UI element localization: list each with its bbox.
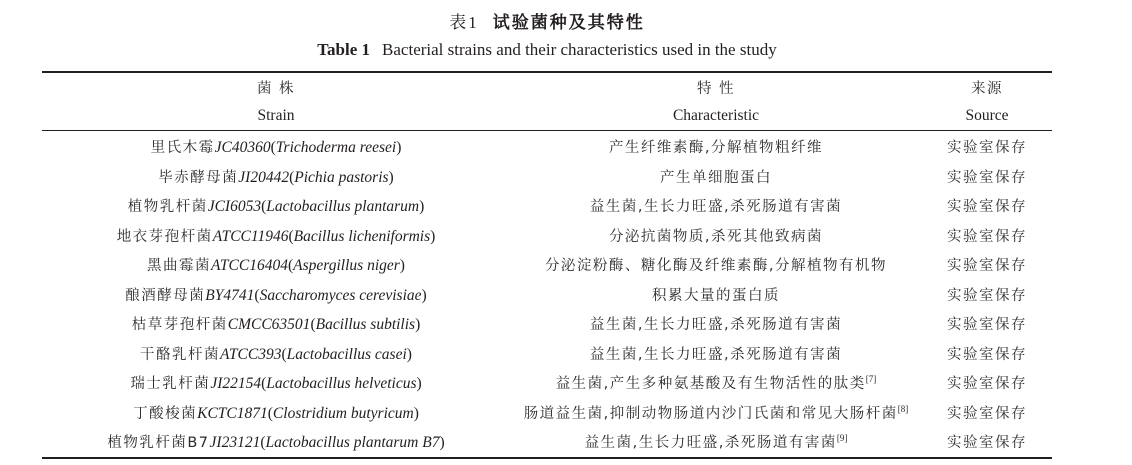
characteristic-cell (510, 431, 922, 452)
table-caption-en (0, 40, 1094, 60)
strain-cell (42, 225, 510, 246)
header-characteristic-en: Characteristic (672, 106, 760, 124)
table-row (42, 398, 1052, 428)
strain-latin-name: Lactobacillus casei (286, 345, 407, 363)
strain-latin-name: Bacillus subtilis (315, 316, 416, 334)
close-paren: ) (416, 375, 422, 393)
strain-cell (42, 254, 510, 275)
strain-name-cn: 里氏木霉 (150, 140, 215, 157)
characteristic-text: 益生菌,生长力旺盛,杀死肠道有害菌 (589, 317, 843, 334)
table-row (42, 339, 1052, 369)
open-paren: ( (260, 434, 266, 452)
reference-marker: [9] (836, 433, 848, 444)
open-paren: ( (287, 257, 294, 275)
source-cell: 实验室保存 (947, 140, 1027, 157)
table-caption-cn (0, 8, 1094, 33)
source-cell: 实验室保存 (947, 199, 1027, 216)
strain-name-cn: 毕赤酵母菌 (158, 169, 239, 186)
source-cell: 实验室保存 (947, 287, 1027, 304)
strain-code: JCI6053 (207, 198, 262, 216)
table-row (42, 132, 1052, 162)
table-body (42, 131, 1052, 457)
source-cell: 实验室保存 (947, 317, 1027, 334)
characteristic-cell (510, 343, 922, 364)
open-paren: ( (254, 286, 260, 304)
strain-latin-name: Clostridium butyricum (272, 404, 414, 422)
strain-cell (42, 195, 510, 216)
strain-name-cn: 植物乳杆菌B7 (107, 435, 210, 452)
open-paren: ( (281, 345, 287, 363)
strain-latin-name: Aspergillus niger (293, 257, 400, 275)
header-source-cn: 来源 (971, 80, 1003, 97)
table-row (42, 309, 1052, 339)
characteristic-cell (510, 166, 922, 187)
open-paren: ( (261, 375, 267, 393)
characteristic-text: 肠道益生菌,抑制动物肠道内沙门氏菌和常见大肠杆菌 (523, 405, 898, 422)
strain-code: JC40360 (214, 139, 271, 157)
close-paren: ) (388, 168, 394, 186)
strain-code: ATCC16404 (211, 257, 288, 275)
source-cell: 实验室保存 (947, 228, 1027, 245)
table-row (42, 280, 1052, 310)
source-cell: 实验室保存 (947, 405, 1027, 422)
open-paren: ( (289, 168, 295, 186)
open-paren: ( (288, 227, 294, 245)
close-paren: ) (419, 198, 425, 216)
strain-cell (42, 343, 510, 364)
strain-code: JI20442 (238, 168, 290, 186)
characteristic-cell (510, 402, 922, 423)
strain-name-cn: 丁酸梭菌 (133, 405, 198, 422)
strain-cell (42, 402, 510, 423)
reference-marker: [7] (865, 374, 877, 385)
table-row (42, 427, 1052, 457)
strain-cell (42, 313, 510, 334)
source-cell: 实验室保存 (947, 258, 1027, 275)
characteristic-text: 分泌淀粉酶、糖化酶及纤维素酶,分解植物有机物 (544, 258, 888, 275)
open-paren: ( (261, 198, 267, 216)
strain-table (42, 71, 1052, 459)
characteristic-text: 积累大量的蛋白质 (652, 287, 780, 304)
strain-code: BY4741 (205, 286, 255, 304)
close-paren: ) (415, 316, 421, 334)
close-paren: ) (396, 139, 402, 157)
table-row (42, 162, 1052, 192)
strain-cell (42, 166, 510, 187)
strain-name-cn: 植物乳杆菌 (127, 199, 208, 216)
table-title-en: Bacterial strains and their characteristics used in the study (382, 40, 777, 59)
characteristic-cell (510, 284, 922, 305)
strain-cell (42, 284, 510, 305)
table-title-cn: 试验菌种及其特性 (492, 13, 645, 33)
characteristic-cell (510, 225, 922, 246)
table-number-en: Table 1 (317, 40, 371, 59)
header-characteristic-cn: 特 性 (696, 80, 736, 97)
reference-marker: [8] (897, 403, 909, 414)
table-row (42, 191, 1052, 221)
close-paren: ) (413, 404, 419, 422)
characteristic-cell (510, 313, 922, 334)
close-paren: ) (430, 227, 436, 245)
characteristic-text: 益生菌,生长力旺盛,杀死肠道有害菌 (589, 199, 843, 216)
strain-cell (42, 372, 510, 393)
table-number-cn: 表1 (449, 13, 479, 32)
characteristic-cell (510, 195, 922, 216)
table-row (42, 250, 1052, 280)
characteristic-cell (510, 254, 922, 275)
header-source-en: Source (965, 106, 1009, 124)
strain-latin-name: Pichia pastoris (294, 168, 389, 186)
table-row (42, 221, 1052, 251)
strain-code: ATCC393 (220, 345, 282, 363)
strain-name-cn: 枯草芽孢杆菌 (131, 317, 228, 334)
open-paren: ( (270, 139, 276, 157)
strain-name-cn: 酿酒酵母菌 (125, 287, 206, 304)
close-paren: ) (421, 286, 427, 304)
strain-name-cn: 黑曲霉菌 (147, 258, 212, 275)
characteristic-cell (510, 372, 922, 393)
strain-latin-name: Lactobacillus plantarum B7 (265, 434, 440, 452)
strain-cell (42, 431, 510, 452)
close-paren: ) (439, 434, 445, 452)
source-cell: 实验室保存 (947, 376, 1027, 393)
source-cell: 实验室保存 (947, 346, 1027, 363)
characteristic-text: 产生纤维素酶,分解植物粗纤维 (608, 140, 824, 157)
characteristic-cell (510, 136, 922, 157)
source-cell: 实验室保存 (947, 435, 1027, 452)
characteristic-text: 益生菌,生长力旺盛,杀死肠道有害菌 (584, 435, 837, 452)
header-strain-cn: 菌 株 (256, 80, 296, 97)
strain-code: JI23121 (209, 434, 261, 452)
strain-name-cn: 干酪乳杆菌 (140, 346, 221, 363)
strain-code: KCTC1871 (197, 404, 268, 422)
strain-code: JI22154 (210, 375, 262, 393)
table-header (42, 73, 1052, 131)
open-paren: ( (310, 316, 316, 334)
source-cell: 实验室保存 (947, 169, 1027, 186)
close-paren: ) (399, 257, 405, 275)
characteristic-text: 产生单细胞蛋白 (660, 169, 772, 186)
header-row-cn (42, 73, 1052, 102)
strain-code: ATCC11946 (212, 227, 289, 245)
strain-latin-name: Lactobacillus helveticus (266, 375, 417, 393)
strain-name-cn: 瑞士乳杆菌 (130, 376, 211, 393)
strain-latin-name: Lactobacillus plantarum (266, 198, 420, 216)
close-paren: ) (406, 345, 412, 363)
table-row (42, 368, 1052, 398)
strain-latin-name: Trichoderma reesei (275, 139, 397, 157)
strain-name-cn: 地衣芽孢杆菌 (116, 228, 213, 245)
strain-latin-name: Bacillus licheniformis (293, 227, 431, 245)
characteristic-text: 益生菌,生长力旺盛,杀死肠道有害菌 (589, 346, 843, 363)
strain-cell (42, 136, 510, 157)
characteristic-text: 益生菌,产生多种氨基酸及有生物活性的肽类 (555, 376, 866, 393)
strain-latin-name: Saccharomyces cerevisiae (259, 286, 422, 304)
strain-code: CMCC63501 (227, 316, 311, 334)
characteristic-text: 分泌抗菌物质,杀死其他致病菌 (608, 228, 824, 245)
open-paren: ( (267, 404, 273, 422)
header-row-en (42, 102, 1052, 131)
header-strain-en: Strain (257, 106, 295, 124)
